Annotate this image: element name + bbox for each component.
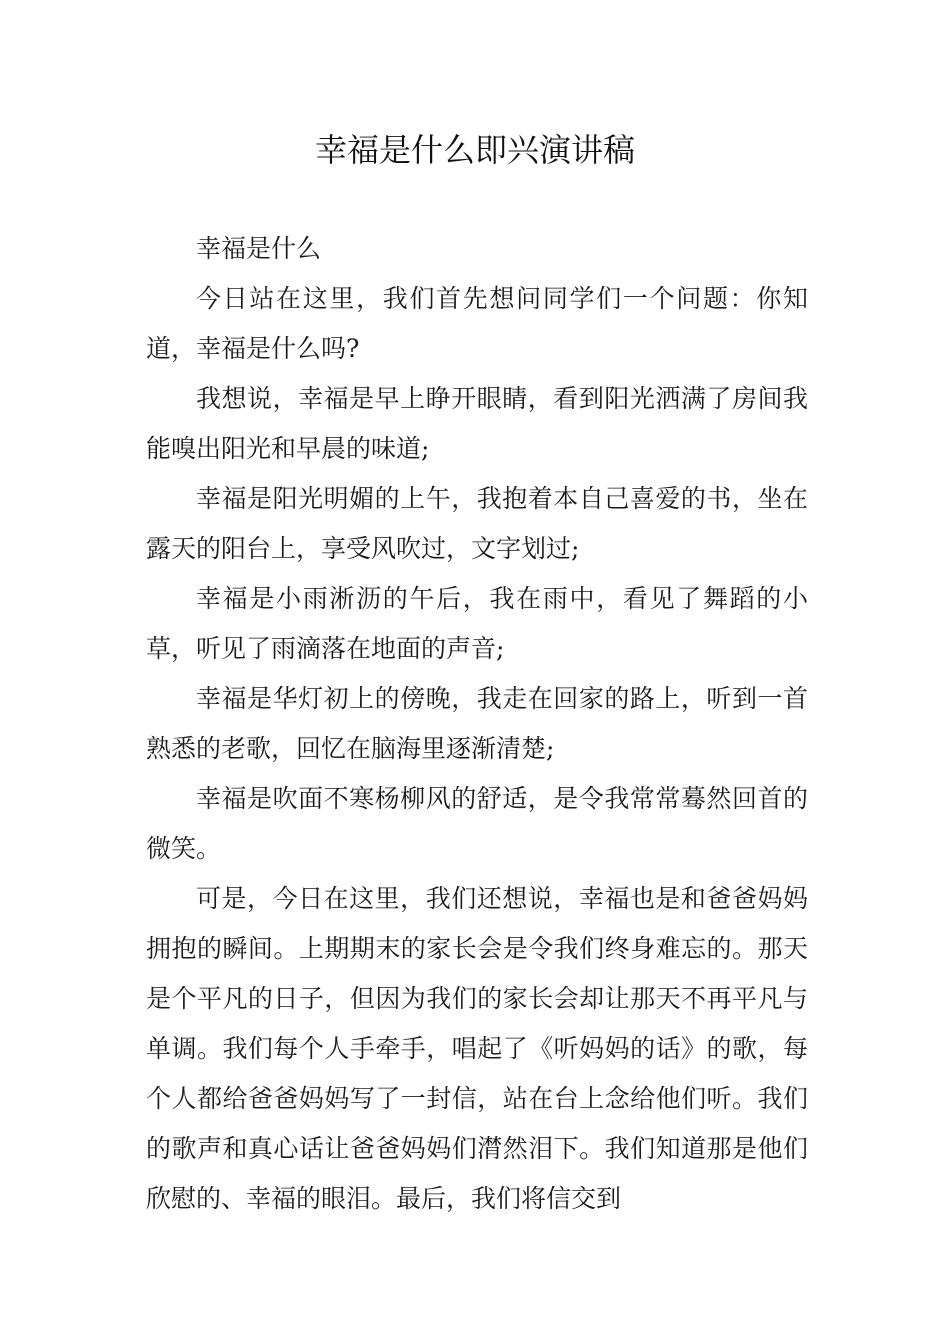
paragraph: 幸福是吹面不寒杨柳风的舒适，是令我常常蓦然回首的微笑。 (146, 784, 808, 863)
document-body (146, 224, 808, 1224)
paragraph: 幸福是小雨淅沥的午后，我在雨中，看见了舞蹈的小草，听见了雨滴落在地面的声音; (146, 584, 808, 663)
paragraph: 幸福是华灯初上的傍晚，我走在回家的路上，听到一首熟悉的老歌，回忆在脑海里逐渐清楚; (146, 684, 808, 763)
paragraph: 我想说，幸福是早上睁开眼睛，看到阳光洒满了房间我能嗅出阳光和早晨的味道; (146, 384, 808, 463)
paragraph: 可是，今日在这里，我们还想说，幸福也是和爸爸妈妈拥抱的瞬间。上期期末的家长会是令我们终身难忘的。那天是个平凡的日子，但因为我们的家长会却让那天不再平凡与单调。我们每个人手牵手，唱起了《听妈妈的话》的歌，每个人都给爸爸妈妈写了一封信，站在台上念给他们听。我们的歌声和真心话让爸爸妈妈们潸然泪下。我们知道那是他们欣慰的、幸福的眼泪。最后，我们将信交到 (146, 884, 808, 1213)
paragraph: 幸福是阳光明媚的上午，我抱着本自己喜爱的书，坐在露天的阳台上，享受风吹过，文字划过; (146, 484, 808, 563)
paragraph: 今日站在这里，我们首先想问同学们一个问题：你知道，幸福是什么吗? (146, 284, 808, 363)
paragraph-heading: 幸福是什么 (196, 234, 322, 263)
document-title: 幸福是什么即兴演讲稿 (314, 131, 635, 169)
